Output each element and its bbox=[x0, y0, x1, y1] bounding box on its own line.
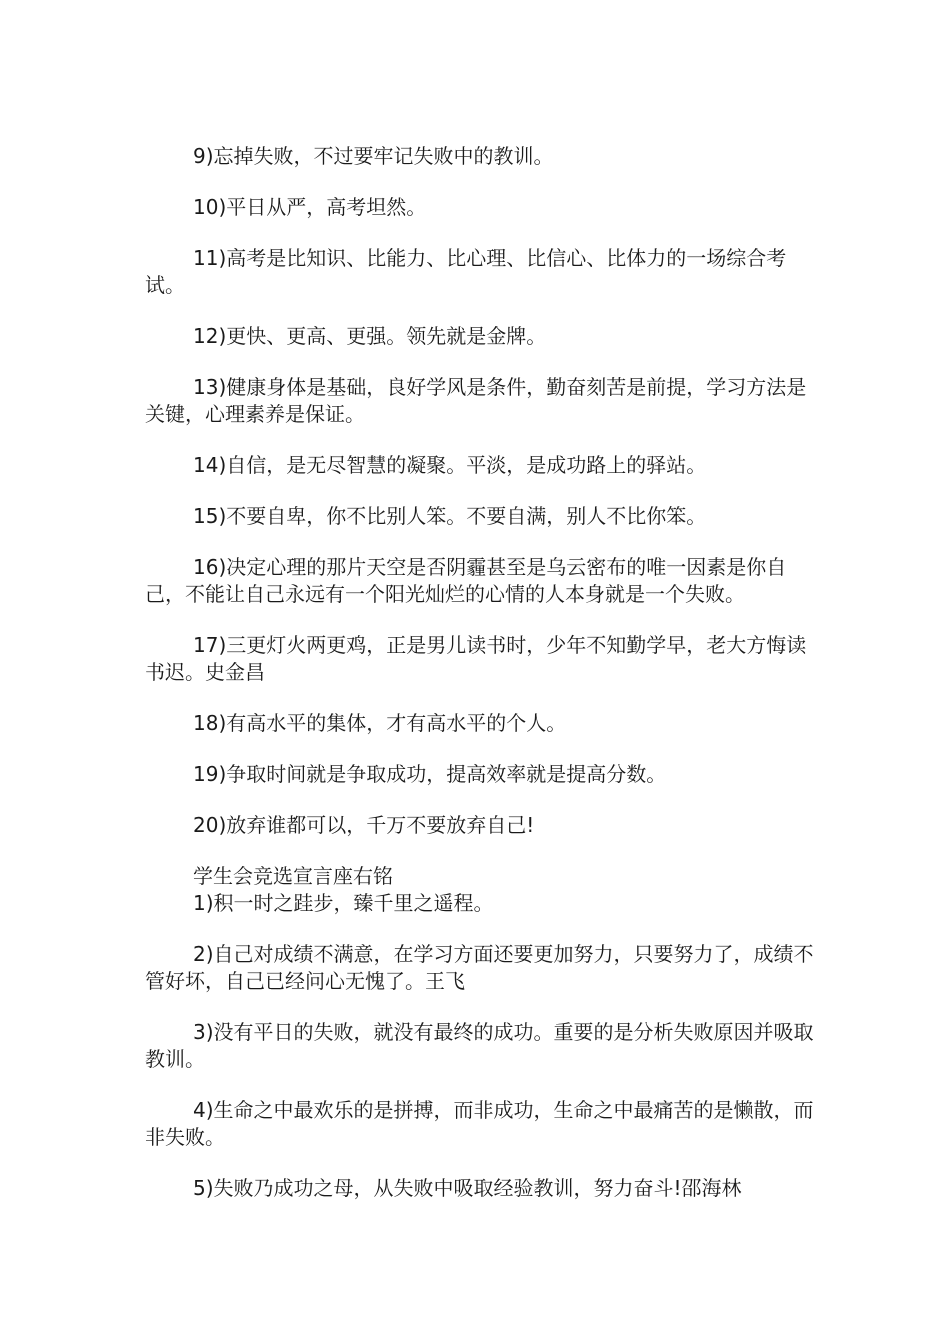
paragraph-9: 9)忘掉失败，不过要牢记失败中的教训。 bbox=[193, 144, 554, 168]
motto-4: 4)生命之中最欢乐的是拼搏，而非成功，生命之中最痛苦的是懒散，而非失败。 bbox=[145, 1098, 814, 1149]
paragraph-13: 13)健康身体是基础，良好学风是条件，勤奋刻苦是前提，学习方法是关键，心理素养是保证。 bbox=[145, 375, 807, 426]
paragraph-18: 18)有高水平的集体，才有高水平的个人。 bbox=[193, 711, 567, 735]
section-heading: 学生会竞选宣言座右铭 bbox=[193, 864, 393, 888]
paragraph-19: 19)争取时间就是争取成功，提高效率就是提高分数。 bbox=[193, 762, 667, 786]
paragraph-16: 16)决定心理的那片天空是否阴霾甚至是乌云密布的唯一因素是你自己，不能让自己永远有一个阳光灿烂的心情的人本身就是一个失败。 bbox=[145, 555, 787, 606]
paragraph-20: 20)放弃谁都可以，千万不要放弃自己! bbox=[193, 813, 535, 837]
motto-5: 5)失败乃成功之母，从失败中吸取经验教训，努力奋斗!邵海林 bbox=[193, 1176, 742, 1200]
motto-1: 1)积一时之跬步，臻千里之遥程。 bbox=[193, 891, 494, 915]
paragraph-12: 12)更快、更高、更强。领先就是金牌。 bbox=[193, 324, 547, 348]
motto-2: 2)自己对成绩不满意，在学习方面还要更加努力，只要努力了，成绩不管好坏，自己已经问心无愧了。王飞 bbox=[145, 942, 814, 993]
motto-3: 3)没有平日的失败，就没有最终的成功。重要的是分析失败原因并吸取教训。 bbox=[145, 1020, 814, 1071]
paragraph-10: 10)平日从严，高考坦然。 bbox=[193, 195, 427, 219]
paragraph-11: 11)高考是比知识、比能力、比心理、比信心、比体力的一场综合考试。 bbox=[145, 246, 787, 297]
document-body bbox=[145, 143, 825, 1226]
paragraph-17: 17)三更灯火两更鸡，正是男儿读书时，少年不知勤学早，老大方悔读书迟。史金昌 bbox=[145, 633, 807, 684]
paragraph-15: 15)不要自卑，你不比别人笨。不要自满，别人不比你笨。 bbox=[193, 504, 707, 528]
paragraph-14: 14)自信，是无尽智慧的凝聚。平淡，是成功路上的驿站。 bbox=[193, 453, 707, 477]
